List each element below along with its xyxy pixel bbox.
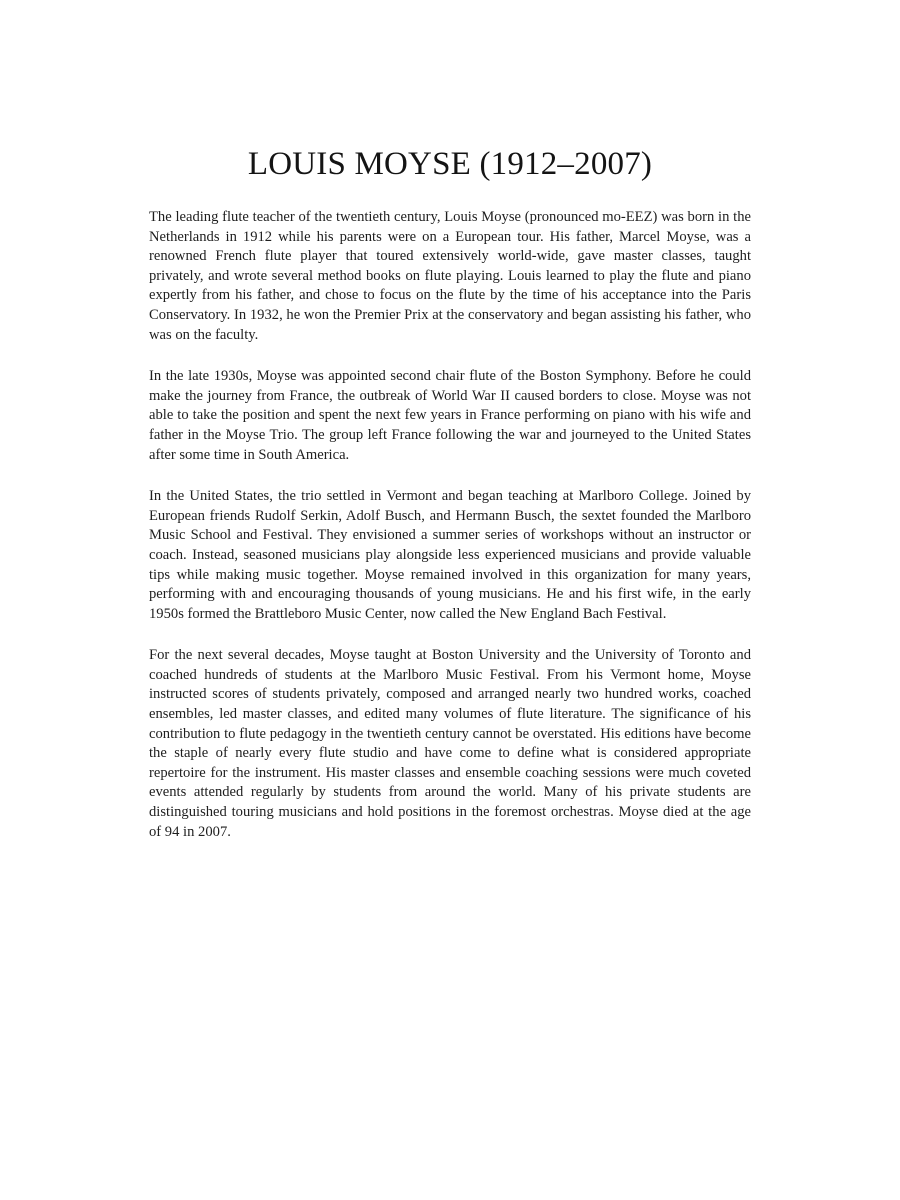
paragraph-war-years: In the late 1930s, Moyse was appointed second chair flute of the Boston Symphony. Before he could make the journey from France, the outbreak of World War II caused borders to close. Moyse was not able to take the position and spent the next few years in France performing on piano with his wife and father in the Moyse Trio. The group left France following the war and journeyed to the United States after some time in South America. bbox=[149, 368, 751, 463]
page-title: LOUIS MOYSE (1912–2007) bbox=[247, 146, 653, 182]
paragraph-united-states: In the United States, the trio settled in Vermont and began teaching at Marlboro College. Joined by European friends Rudolf Serkin, Adolf Busch, and Hermann Busch, the sextet founded the Marlboro Music School and Festival. They envisioned a summer series of workshops without an instructor or coach. Instead, seasoned musicians play alongside less experienced musicians and provide valuable tips while making music together. Moyse remained involved in this organization for many years, performing with and encouraging thousands of young musicians. He and his first wife, in the early 1950s formed the Brattleboro Music Center, now called the New England Bach Festival. bbox=[149, 488, 751, 622]
biography-body bbox=[149, 208, 751, 864]
paragraph-early-life: The leading flute teacher of the twentieth century, Louis Moyse (pronounced mo-EEZ) was born in the Netherlands in 1912 while his parents were on a European tour. His father, Marcel Moyse, was a renowned French flute player that toured extensively world-wide, gave master classes, taught privately, and wrote several method books on flute playing. Louis learned to play the flute and piano expertly from his father, and chose to focus on the flute by the time of his acceptance into the Paris Conservatory. In 1932, he won the Premier Prix at the conservatory and began assisting his father, who was on the faculty. bbox=[149, 209, 751, 343]
paragraph-legacy: For the next several decades, Moyse taught at Boston University and the University of Toronto and coached hundreds of students at the Marlboro Music Festival. From his Vermont home, Moyse instructed scores of students privately, composed and arranged nearly two hundred works, coached ensembles, led master classes, and edited many volumes of flute literature. The significance of his contribution to flute pedagogy in the twentieth century cannot be overstated. His editions have become the staple of nearly every flute studio and have come to define what is considered appropriate repertoire for the instrument. His master classes and ensemble coaching sessions were much coveted events attended regularly by students from around the world. Many of his private students are distinguished touring musicians and hold positions in the foremost orchestras. Moyse died at the age of 94 in 2007. bbox=[149, 647, 751, 840]
